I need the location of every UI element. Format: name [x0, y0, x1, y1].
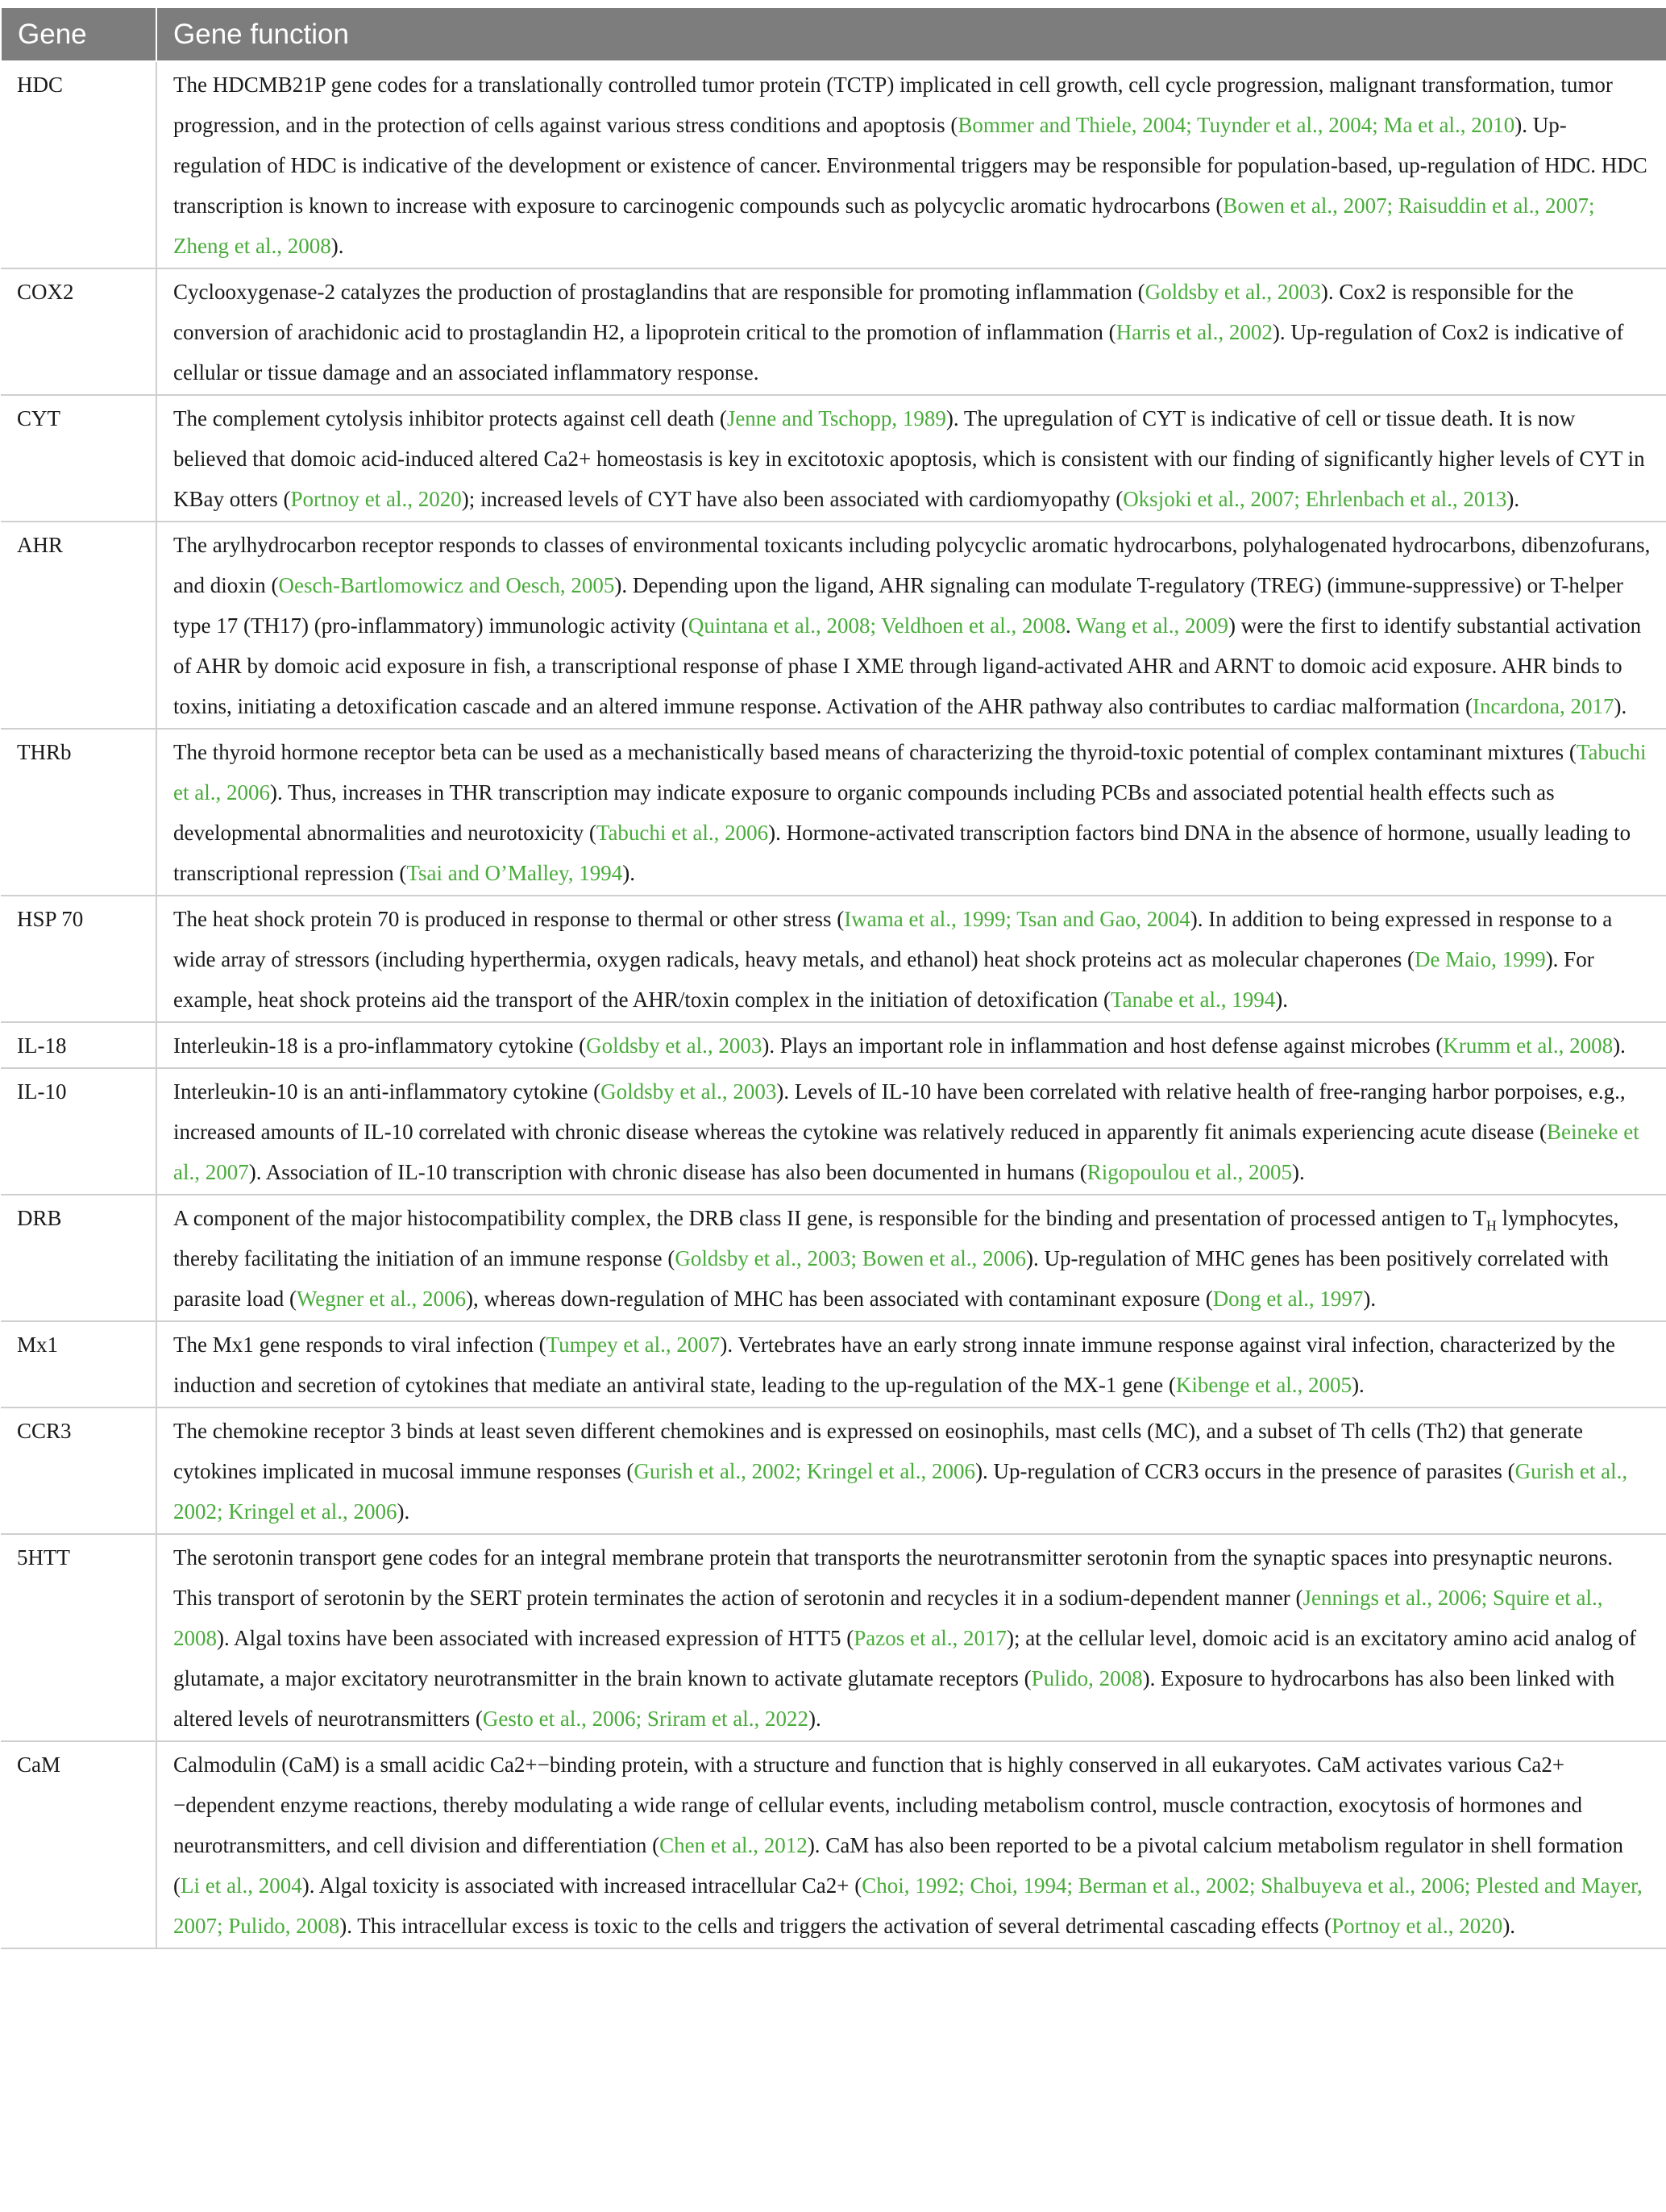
- function-text: ). In addition to being expressed in response to a wide array of stressors (including hyperthermia, oxygen radicals, heavy metals, and ethanol) heat shock proteins act as molecular chaperones (: [173, 907, 1613, 971]
- function-text: ). Plays an important role in inflammation and host defense against microbes (: [762, 1033, 1444, 1058]
- function-text: .: [1066, 613, 1077, 638]
- function-text: ). Cox2 is responsible for the conversion of arachidonic acid to prostaglandin H2, a lipoprotein critical to the promotion of inflammation (: [173, 280, 1574, 344]
- function-text: ), whereas down-regulation of MHC has been associated with contaminant exposure (: [465, 1287, 1213, 1311]
- function-text: A component of the major histocompatibility complex, the DRB class II gene, is responsible for the binding and presentation of processed antigen to T: [173, 1206, 1486, 1230]
- gene-cell: HSP 70: [1, 896, 156, 1022]
- header-gene: Gene: [1, 7, 156, 61]
- function-text: The complement cytolysis inhibitor protects against cell death (: [173, 406, 727, 430]
- function-text: ).: [1291, 1160, 1305, 1184]
- citation-link[interactable]: Harris et al., 2002: [1116, 320, 1273, 344]
- table-body: [1, 61, 1666, 1948]
- citation-link[interactable]: Tanabe et al., 1994: [1110, 988, 1276, 1012]
- gene-cell: CYT: [1, 395, 156, 522]
- function-text: ). Up-regulation of HDC is indicative of the development or existence of cancer. Environmental triggers may be responsible for population-based, up-regulation of HDC. HDC transcription is known to increase with exposure to carcinogenic compounds such as polycyclic aromatic hydrocarbons (: [173, 113, 1647, 218]
- function-text: Interleukin-10 is an anti-inflammatory cytokine (: [173, 1079, 601, 1104]
- gene-function-cell: [156, 729, 1666, 896]
- gene-cell: 5HTT: [1, 1534, 156, 1741]
- function-text: ). Up-regulation of Cox2 is indicative of cellular or tissue damage and an associated inflammatory response.: [173, 320, 1624, 385]
- citation-link[interactable]: Jennings et al., 2006; Squire et al., 2008: [173, 1586, 1603, 1650]
- citation-link[interactable]: Wang et al., 2009: [1076, 613, 1229, 638]
- function-text: ). Hormone-activated transcription factors bind DNA in the absence of hormone, usually leading to transcriptional repression (: [173, 821, 1631, 885]
- function-text: ). Levels of IL-10 have been correlated with relative health of free-ranging harbor porpoises, e.g., increased amounts of IL-10 correlated with chronic disease whereas the cytokine was relatively reduced in apparently fit animals experiencing acute disease (: [173, 1079, 1626, 1144]
- gene-function-table: [0, 6, 1666, 1949]
- function-text: ).: [622, 861, 635, 885]
- citation-link[interactable]: Tsai and O’Malley, 1994: [406, 861, 623, 885]
- table-row: [1, 268, 1666, 395]
- citation-link[interactable]: Oesch-Bartlomowicz and Oesch, 2005: [278, 573, 615, 597]
- gene-function-cell: [156, 896, 1666, 1022]
- citation-link[interactable]: Portnoy et al., 2020: [290, 487, 462, 511]
- function-text: Cyclooxygenase-2 catalyzes the production of prostaglandins that are responsible for promoting inflammation (: [173, 280, 1145, 304]
- citation-link[interactable]: De Maio, 1999: [1414, 947, 1546, 971]
- function-text: ).: [397, 1499, 410, 1524]
- gene-function-cell: [156, 1022, 1666, 1068]
- function-text: ). The upregulation of CYT is indicative of cell or tissue death. It is now believed that domoic acid-induced altered Ca2+ homeostasis is key in excitotoxic apoptosis, which is consistent with our finding of significantly higher levels of CYT in KBay otters (: [173, 406, 1645, 511]
- citation-link[interactable]: Rigopoulou et al., 2005: [1086, 1160, 1292, 1184]
- citation-link[interactable]: Bowen et al., 2007; Raisuddin et al., 2007; Zheng et al., 2008: [173, 193, 1595, 258]
- citation-link[interactable]: Bommer and Thiele, 2004; Tuynder et al., 2004; Ma et al., 2010: [958, 113, 1515, 137]
- subscript-text: H: [1485, 1217, 1497, 1234]
- citation-link[interactable]: Chen et al., 2012: [659, 1833, 808, 1857]
- table-row: [1, 1407, 1666, 1534]
- function-text: The heat shock protein 70 is produced in response to thermal or other stress (: [173, 907, 845, 931]
- citation-link[interactable]: Dong et al., 1997: [1212, 1287, 1364, 1311]
- function-text: The thyroid hormone receptor beta can be used as a mechanistically based means of characterizing the thyroid-toxic potential of complex contaminant mixtures (: [173, 740, 1577, 764]
- function-text: ). Up-regulation of MHC genes has been positively correlated with parasite load (: [173, 1246, 1609, 1311]
- citation-link[interactable]: Gurish et al., 2002; Kringel et al., 2006: [634, 1459, 976, 1483]
- gene-cell: IL-10: [1, 1068, 156, 1195]
- function-text: ). This intracellular excess is toxic to the cells and triggers the activation of several detrimental cascading effects (: [339, 1914, 1332, 1938]
- gene-function-cell: [156, 1741, 1666, 1948]
- citation-link[interactable]: Wegner et al., 2006: [296, 1287, 466, 1311]
- function-text: ). For example, heat shock proteins aid the transport of the AHR/toxin complex in the initiation of detoxification (: [173, 947, 1594, 1012]
- table-row: [1, 1741, 1666, 1948]
- citation-link[interactable]: Goldsby et al., 2003: [586, 1033, 762, 1058]
- citation-link[interactable]: Pazos et al., 2017: [854, 1626, 1007, 1650]
- function-text: ). Algal toxins have been associated with increased expression of HTT5 (: [217, 1626, 854, 1650]
- header-gene-function: Gene function: [156, 7, 1666, 61]
- gene-cell: IL-18: [1, 1022, 156, 1068]
- citation-link[interactable]: Tumpey et al., 2007: [546, 1333, 721, 1357]
- function-text: The HDCMB21P gene codes for a translationally controlled tumor protein (TCTP) implicated in cell growth, cell cycle progression, malignant transformation, tumor progression, and in the protection of cells against various stress conditions and apoptosis (: [173, 73, 1613, 137]
- citation-link[interactable]: Incardona, 2017: [1473, 694, 1614, 718]
- table-row: [1, 395, 1666, 522]
- citation-link[interactable]: Li et al., 2004: [181, 1873, 302, 1898]
- function-text: The Mx1 gene responds to viral infection (: [173, 1333, 546, 1357]
- gene-function-cell: [156, 1195, 1666, 1321]
- table-row: [1, 896, 1666, 1022]
- function-text: ).: [1502, 1914, 1516, 1938]
- table-row: [1, 1068, 1666, 1195]
- function-text: Interleukin-18 is a pro-inflammatory cytokine (: [173, 1033, 587, 1058]
- function-text: ). Vertebrates have an early strong innate immune response against viral infection, characterized by the induction and secretion of cytokines that mediate an antiviral state, leading to the up-regulation of the MX-1 gene (: [173, 1333, 1615, 1397]
- gene-function-cell: [156, 268, 1666, 395]
- citation-link[interactable]: Portnoy et al., 2020: [1332, 1914, 1503, 1938]
- citation-link[interactable]: Pulido, 2008: [1031, 1666, 1143, 1690]
- function-text: ); increased levels of CYT have also been associated with cardiomyopathy (: [461, 487, 1124, 511]
- function-text: ); at the cellular level, domoic acid is an excitatory amino acid analog of glutamate, a major excitatory neurotransmitter in the brain known to activate glutamate receptors (: [173, 1626, 1637, 1690]
- citation-link[interactable]: Goldsby et al., 2003: [600, 1079, 777, 1104]
- function-text: ) were the first to identify substantial activation of AHR by domoic acid exposure in fish, a transcriptional response of phase I XME through ligand-activated AHR and ARNT to domoic acid exposure. AHR binds to toxins, initiating a detoxification cascade and an altered immune response. Activation of the AHR pathway also contributes to cardiac malformation (: [173, 613, 1642, 718]
- citation-link[interactable]: Oksjoki et al., 2007; Ehrlenbach et al., 2013: [1123, 487, 1507, 511]
- gene-cell: CCR3: [1, 1407, 156, 1534]
- citation-link[interactable]: Tabuchi et al., 2006: [596, 821, 769, 845]
- citation-link[interactable]: Gesto et al., 2006; Sriram et al., 2022: [482, 1707, 809, 1731]
- citation-link[interactable]: Gurish et al., 2002; Kringel et al., 2006: [173, 1459, 1628, 1524]
- header-row: [1, 7, 1666, 61]
- citation-link[interactable]: Goldsby et al., 2003: [1145, 280, 1321, 304]
- gene-cell: Mx1: [1, 1321, 156, 1407]
- function-text: The chemokine receptor 3 binds at least seven different chemokines and is expressed on eosinophils, mast cells (MC), and a subset of Th cells (Th2) that generate cytokines implicated in mucosal immune responses (: [173, 1419, 1583, 1483]
- function-text: ).: [1613, 1033, 1626, 1058]
- function-text: The serotonin transport gene codes for an integral membrane protein that transports the neurotransmitter serotonin from the synaptic spaces into presynaptic neurons. This transport of serotonin by the SERT protein terminates the action of serotonin and recycles it in a sodium-dependent manner (: [173, 1545, 1613, 1610]
- function-text: ). Up-regulation of CCR3 occurs in the presence of parasites (: [975, 1459, 1515, 1483]
- function-text: lymphocytes, thereby facilitating the initiation of an immune response (: [173, 1206, 1619, 1270]
- function-text: ). CaM has also been reported to be a pivotal calcium metabolism regulator in shell formation (: [173, 1833, 1624, 1898]
- gene-cell: CaM: [1, 1741, 156, 1948]
- gene-cell: AHR: [1, 522, 156, 729]
- citation-link[interactable]: Choi, 1992; Choi, 1994; Berman et al., 2002; Shalbuyeva et al., 2006; Plested and Mayer, 2007; Pulido, 2008: [173, 1873, 1643, 1938]
- function-text: ). Depending upon the ligand, AHR signaling can modulate T-regulatory (TREG) (immune-suppressive) or T-helper type 17 (TH17) (pro-inflammatory) immunologic activity (: [173, 573, 1623, 638]
- citation-link[interactable]: Jenne and Tschopp, 1989: [726, 406, 946, 430]
- table-row: [1, 522, 1666, 729]
- function-text: ).: [808, 1707, 821, 1731]
- gene-cell: COX2: [1, 268, 156, 395]
- gene-cell: HDC: [1, 61, 156, 268]
- gene-function-cell: [156, 395, 1666, 522]
- function-text: ).: [1352, 1373, 1365, 1397]
- function-text: ).: [1614, 694, 1627, 718]
- table-row: [1, 729, 1666, 896]
- citation-link[interactable]: Iwama et al., 1999; Tsan and Gao, 2004: [844, 907, 1190, 931]
- citation-link[interactable]: Kibenge et al., 2005: [1175, 1373, 1352, 1397]
- function-text: ). Association of IL-10 transcription with chronic disease has also been documented in humans (: [248, 1160, 1087, 1184]
- function-text: ). Thus, increases in THR transcription may indicate exposure to organic compounds including PCBs and associated potential health effects such as developmental abnormalities and neurotoxicity (: [173, 780, 1555, 845]
- function-text: Calmodulin (CaM) is a small acidic Ca2+−binding protein, with a structure and function that is highly conserved in all eukaryotes. CaM activates various Ca2+−dependent enzyme reactions, thereby modulating a wide range of cellular events, including metabolism control, muscle contraction, exocytosis of hormones and neurotransmitters, and cell division and differentiation (: [173, 1753, 1582, 1857]
- function-text: ). Exposure to hydrocarbons has also been linked with altered levels of neurotransmitters (: [173, 1666, 1615, 1731]
- citation-link[interactable]: Beineke et al., 2007: [173, 1120, 1639, 1184]
- table-row: [1, 61, 1666, 268]
- function-text: ).: [1506, 487, 1520, 511]
- gene-function-cell: [156, 1321, 1666, 1407]
- gene-cell: THRb: [1, 729, 156, 896]
- gene-function-cell: [156, 1407, 1666, 1534]
- gene-function-cell: [156, 61, 1666, 268]
- function-text: ).: [330, 234, 344, 258]
- table-row: [1, 1195, 1666, 1321]
- gene-function-cell: [156, 1534, 1666, 1741]
- gene-function-cell: [156, 1068, 1666, 1195]
- citation-link[interactable]: Krumm et al., 2008: [1443, 1033, 1614, 1058]
- citation-link[interactable]: Tabuchi et al., 2006: [173, 740, 1647, 805]
- function-text: ). Algal toxicity is associated with increased intracellular Ca2+ (: [301, 1873, 862, 1898]
- function-text: ).: [1363, 1287, 1377, 1311]
- citation-link[interactable]: Quintana et al., 2008; Veldhoen et al., 2008: [688, 613, 1066, 638]
- gene-cell: DRB: [1, 1195, 156, 1321]
- citation-link[interactable]: Goldsby et al., 2003; Bowen et al., 2006: [675, 1246, 1027, 1270]
- function-text: The arylhydrocarbon receptor responds to classes of environmental toxicants including polycyclic aromatic hydrocarbons, polyhalogenated hydrocarbons, dibenzofurans, and dioxin (: [173, 533, 1651, 597]
- function-text: ).: [1275, 988, 1289, 1012]
- table-row: [1, 1022, 1666, 1068]
- table-row: [1, 1534, 1666, 1741]
- gene-function-cell: [156, 522, 1666, 729]
- table-row: [1, 1321, 1666, 1407]
